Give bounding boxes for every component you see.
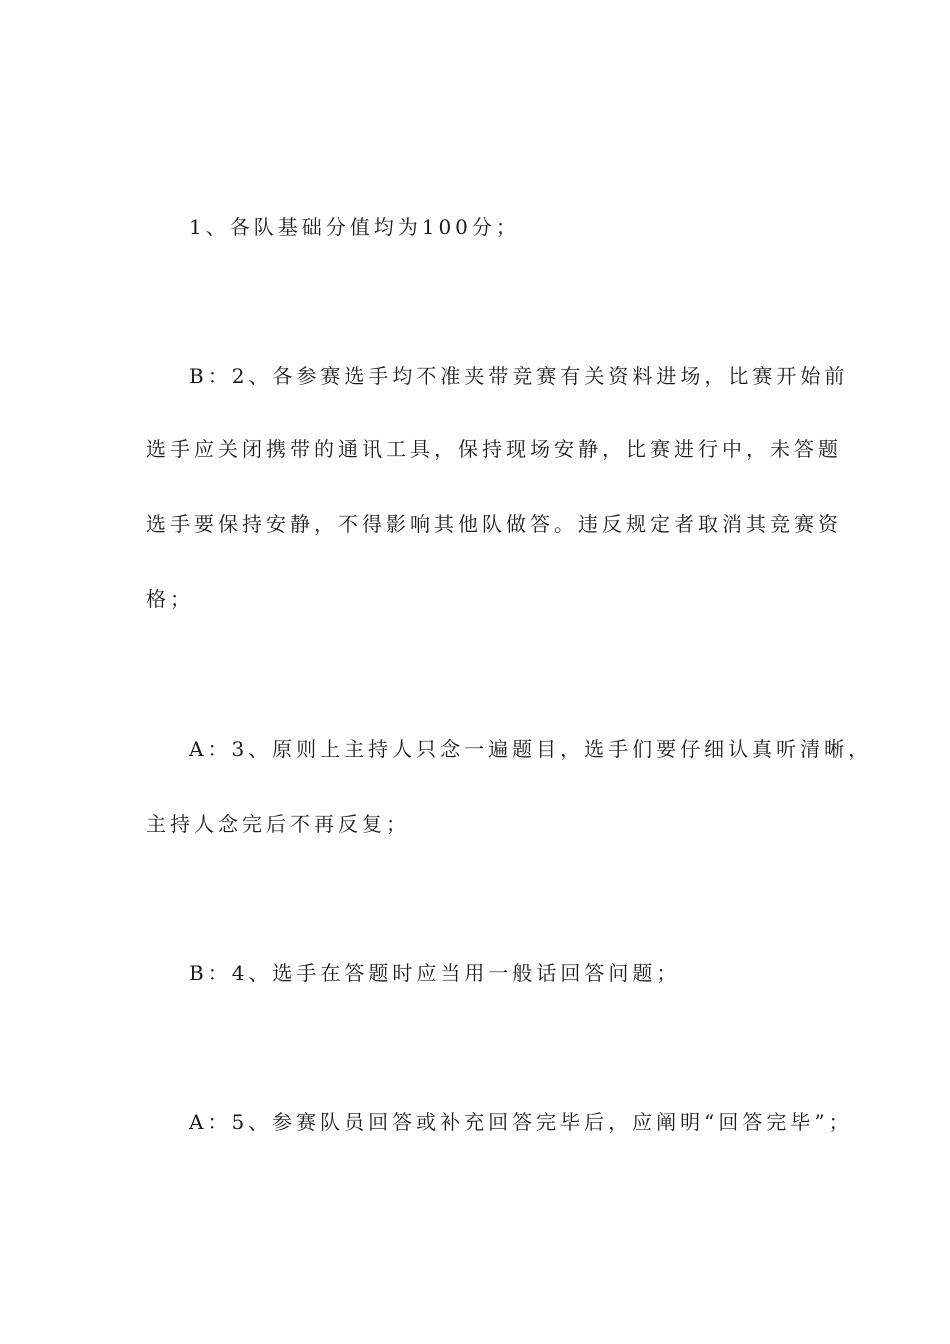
rule-2-line-1: B：2、各参赛选手均不准夹带竞赛有关资料进场，比赛开始前 — [189, 364, 849, 388]
rule-2-line-4: 格； — [146, 587, 194, 611]
rule-2-line-2: 选手应关闭携带的通讯工具，保持现场安静，比赛进行中，未答题 — [146, 437, 842, 461]
rule-2-line-3: 选手要保持安静，不得影响其他队做答。违反规定者取消其竞赛资 — [146, 512, 842, 536]
rule-4-line-1: B：4、选手在答题时应当用一般话回答问题； — [189, 961, 681, 985]
rule-3-line-2: 主持人念完后不再反复； — [146, 812, 410, 836]
rule-1-line-1: 1、各队基础分值均为100分； — [189, 215, 520, 239]
rule-3-line-1: A：3、原则上主持人只念一遍题目，选手们要仔细认真听清晰， — [189, 737, 873, 761]
rule-5-line-1: A：5、参赛队员回答或补充回答完毕后，应阐明“回答完毕”； — [189, 1110, 853, 1134]
